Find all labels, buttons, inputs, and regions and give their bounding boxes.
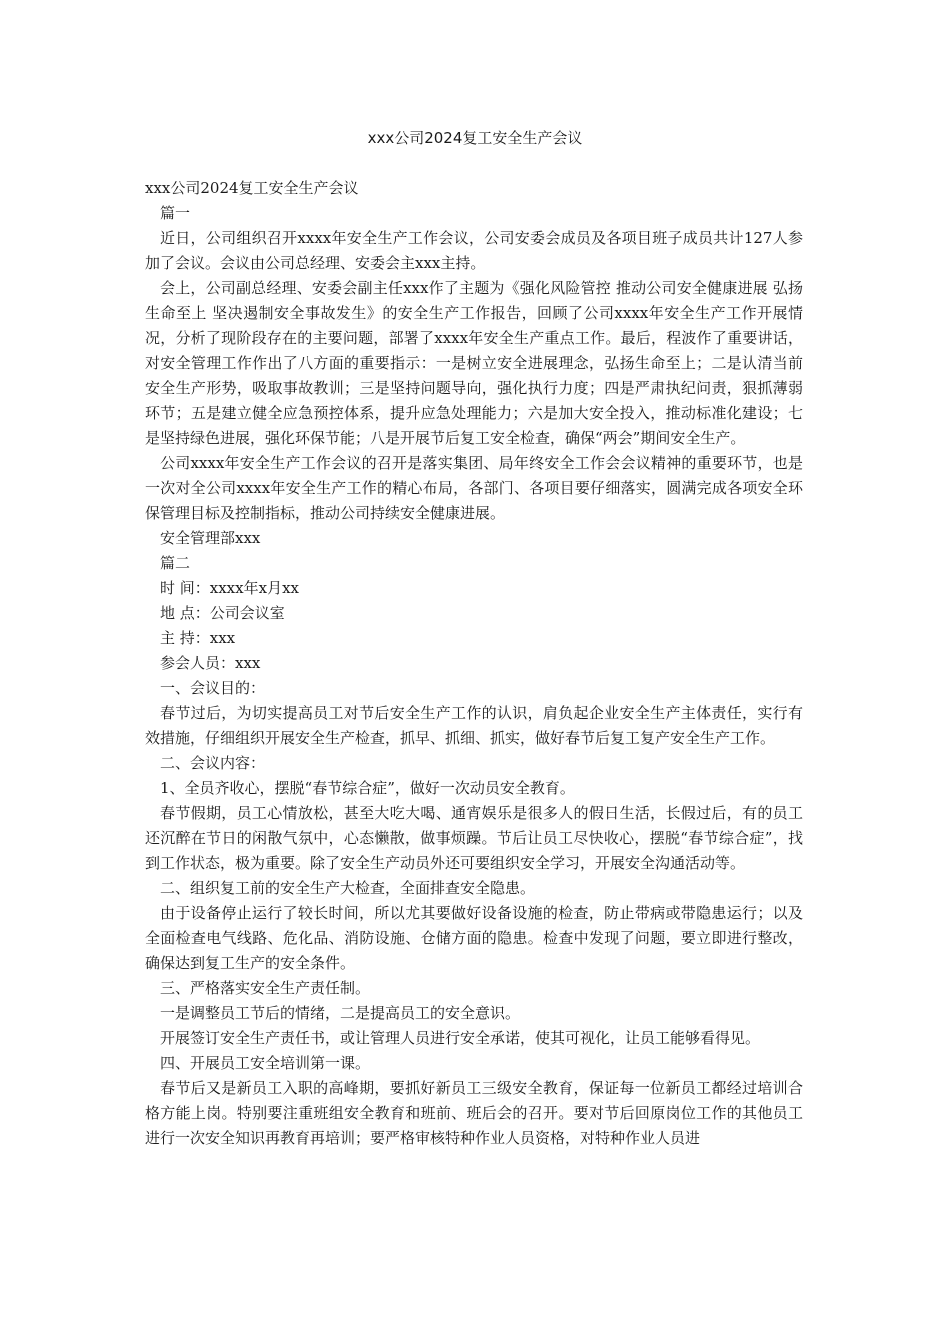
body-heading: xxx公司2024复工安全生产会议 [145, 179, 359, 197]
meeting-location: 地 点：公司会议室 [160, 604, 285, 622]
signature-line: 安全管理部xxx [160, 529, 261, 547]
paragraph: 一是调整员工节后的情绪，二是提高员工的安全意识。 [160, 1004, 521, 1022]
paragraph: 春节后又是新员工入职的高峰期，要抓好新员工三级安全教育，保证每一位新员工都经过培训合格方能上岗。特别要注重班组安全教育和班前、班后会的召开。要对节后回原岗位工作的其他员工进行一次安全知识再教育再培训；要严格审核特种作业人员资格，对特种作业人员进 [145, 1079, 803, 1147]
item-heading: 四、开展员工安全培训第一课。 [160, 1054, 371, 1072]
meeting-attendees: 参会人员：xxx [160, 654, 261, 672]
item-heading: 二、组织复工前的安全生产大检查，全面排查安全隐患。 [160, 879, 536, 897]
document-title: xxx公司2024复工安全生产会议 [367, 129, 583, 147]
item-heading: 1、全员齐收心，摆脱“春节综合症”，做好一次动员安全教育。 [160, 779, 575, 797]
paragraph: 春节假期，员工心情放松，甚至大吃大喝、通宵娱乐是很多人的假日生活，长假过后，有的员工还沉醉在节日的闲散气氛中，心态懒散，做事烦躁。节后让员工尽快收心，摆脱“春节综合症”，找到工作状态，极为重要。除了安全生产动员外还可要组织安全学习，开展安全沟通活动等。 [145, 804, 803, 872]
paragraph: 开展签订安全生产责任书，或让管理人员进行安全承诺，使其可视化，让员工能够看得见。 [160, 1029, 761, 1047]
paragraph: 公司xxxx年安全生产工作会议的召开是落实集团、局年终安全工作会会议精神的重要环节，也是一次对全公司xxxx年安全生产工作的精心布局，各部门、各项目要仔细落实，圆满完成各项安全环保管理目标及控制指标，推动公司持续安全健康进展。 [145, 454, 803, 522]
paragraph: 近日，公司组织召开xxxx年安全生产工作会议，公司安委会成员及各项目班子成员共计127人参加了会议。会议由公司总经理、安委会主xxx主持。 [145, 229, 803, 272]
section-heading: 一、会议目的： [160, 679, 266, 697]
paragraph: 会上，公司副总经理、安委会副主任xxx作了主题为《强化风险管控 推动公司安全健康进展 弘扬生命至上 坚决遏制安全事故发生》的安全生产工作报告，回顾了公司xxxx年安全生产工作开展情况，分析了现阶段存在的主要问题，部署了xxxx年安全生产重点工作。最后，程波作了重要讲话，对安全管理工作作出了八方面的重要指示：一是树立安全进展理念，弘扬生命至上；二是认清当前安全生产形势，吸取事故教训；三是坚持问题导向，强化执行力度；四是严肃执纪问责，狠抓薄弱环节；五是建立健全应急预控体系，提升应急处理能力；六是加大安全投入，推动标准化建设；七是坚持绿色进展，强化环保节能；八是开展节后复工安全检查，确保“两会”期间安全生产。 [145, 279, 803, 447]
meeting-host: 主 持：xxx [160, 629, 236, 647]
paragraph: 春节过后，为切实提高员工对节后安全生产工作的认识，肩负起企业安全生产主体责任，实行有效措施，仔细组织开展安全生产检查，抓早、抓细、抓实，做好春节后复工复产安全生产工作。 [145, 704, 803, 747]
section-heading: 二、会议内容： [160, 754, 266, 772]
document-body [145, 176, 803, 1151]
paragraph: 由于设备停止运行了较长时间，所以尤其要做好设备设施的检查，防止带病或带隐患运行；以及全面检查电气线路、危化品、消防设施、仓储方面的隐患。检查中发现了问题，要立即进行整改，确保达到复工生产的安全条件。 [145, 904, 803, 972]
meeting-time: 时 间：xxxx年x月xx [160, 579, 299, 597]
section-label-part-2: 篇二 [160, 554, 191, 572]
section-label-part-1: 篇一 [160, 204, 191, 222]
item-heading: 三、严格落实安全生产责任制。 [160, 979, 371, 997]
